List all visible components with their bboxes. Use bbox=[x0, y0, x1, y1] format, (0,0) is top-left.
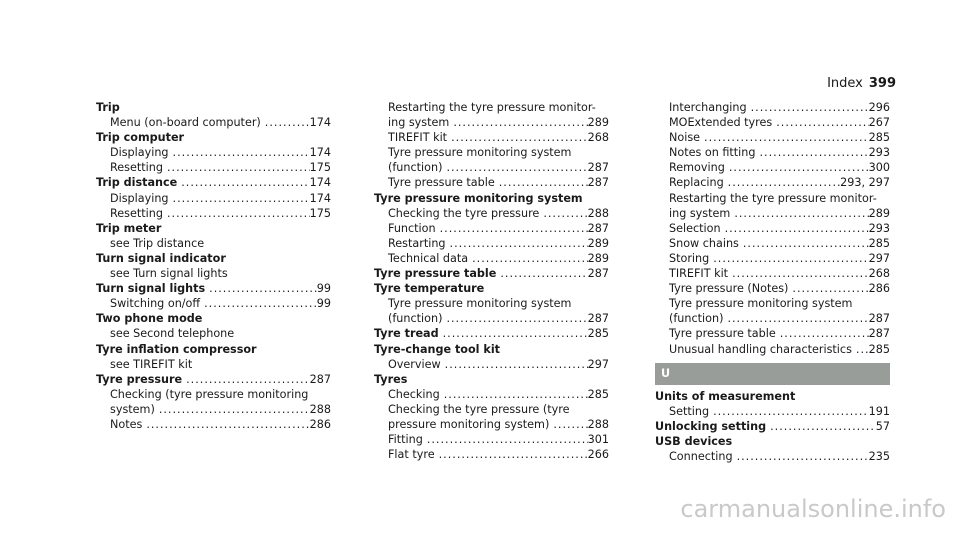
index-heading: Trip computer bbox=[96, 131, 185, 145]
index-heading: Tyres bbox=[374, 372, 408, 386]
index-subentry: Checking the tyre pressure (tyre bbox=[388, 402, 570, 416]
page-ref: 174 bbox=[309, 191, 331, 205]
entry-text: (function) bbox=[388, 312, 443, 326]
page-ref: 99 bbox=[316, 282, 331, 296]
index-subentry bbox=[374, 432, 609, 447]
entry-text: MOExtended tyres bbox=[669, 116, 773, 130]
dot-leader bbox=[724, 175, 841, 190]
entry-text: Setting bbox=[669, 404, 710, 418]
index-subentry bbox=[655, 160, 890, 175]
page-ref: 175 bbox=[309, 161, 331, 175]
entry-text: pressure monitoring system) bbox=[388, 417, 550, 431]
page-ref: 266 bbox=[587, 448, 609, 462]
entry-text: TIREFIT kit bbox=[669, 267, 729, 281]
dot-leader bbox=[442, 311, 587, 326]
entry-text: Menu (on-board computer) bbox=[110, 116, 261, 130]
page-header bbox=[827, 76, 896, 91]
dot-leader bbox=[440, 387, 588, 402]
entry-text: Removing bbox=[669, 161, 725, 175]
page-ref: 287 bbox=[587, 176, 609, 190]
page-ref: 175 bbox=[309, 206, 331, 220]
index-column-1 bbox=[96, 100, 331, 432]
dot-leader bbox=[468, 251, 588, 266]
index-subentry bbox=[374, 221, 609, 236]
index-subentry: Tyre pressure monitoring system bbox=[388, 146, 572, 160]
dot-leader bbox=[496, 266, 587, 281]
index-subentry bbox=[655, 206, 890, 221]
entry-text: Switching on/off bbox=[110, 297, 201, 311]
entry-text: Displaying bbox=[110, 191, 169, 205]
index-subentry: see Trip distance bbox=[110, 236, 205, 250]
page-ref: 99 bbox=[316, 297, 331, 311]
entry-text: Unusual handling characteristics bbox=[669, 342, 852, 356]
page-ref: 287 bbox=[587, 221, 609, 235]
index-subentry bbox=[96, 417, 331, 432]
index-column-3 bbox=[655, 100, 890, 464]
page-ref: 300 bbox=[868, 161, 890, 175]
index-heading bbox=[374, 266, 609, 281]
index-subentry bbox=[374, 130, 609, 145]
index-heading: Two phone mode bbox=[96, 312, 203, 326]
index-subentry bbox=[655, 266, 890, 281]
index-subentry bbox=[655, 175, 890, 190]
index-subentry bbox=[374, 311, 609, 326]
page-ref: 268 bbox=[868, 267, 890, 281]
page-ref: 288 bbox=[587, 206, 609, 220]
entry-text: Replacing bbox=[669, 176, 724, 190]
entry-text: Tyre pressure table bbox=[374, 267, 497, 281]
page-ref: 293, 297 bbox=[840, 176, 890, 190]
index-heading: USB devices bbox=[655, 434, 733, 448]
dot-leader bbox=[423, 432, 588, 447]
entry-text: Storing bbox=[669, 251, 710, 265]
index-subentry bbox=[96, 402, 331, 417]
entry-text: Displaying bbox=[110, 146, 169, 160]
index-subentry bbox=[655, 251, 890, 266]
dot-leader bbox=[163, 160, 310, 175]
page-ref: 289 bbox=[868, 206, 890, 220]
index-subentry bbox=[655, 145, 890, 160]
dot-leader bbox=[449, 115, 587, 130]
entry-text: system) bbox=[110, 402, 155, 416]
index-subentry bbox=[374, 160, 609, 175]
page-ref: 288 bbox=[309, 402, 331, 416]
page-ref: 287 bbox=[587, 312, 609, 326]
entry-text: TIREFIT kit bbox=[388, 131, 448, 145]
dot-leader bbox=[177, 175, 309, 190]
dot-leader bbox=[772, 115, 868, 130]
page-ref: 301 bbox=[587, 433, 609, 447]
dot-leader bbox=[436, 221, 588, 236]
index-subentry bbox=[374, 447, 609, 462]
dot-leader bbox=[442, 160, 587, 175]
page-ref: 287 bbox=[868, 312, 890, 326]
entry-text: ing system bbox=[388, 116, 450, 130]
dot-leader bbox=[549, 417, 587, 432]
index-heading: Trip meter bbox=[96, 221, 162, 235]
index-subentry: Tyre pressure monitoring system bbox=[669, 297, 853, 311]
dot-leader bbox=[700, 130, 869, 145]
page-ref: 268 bbox=[587, 131, 609, 145]
index-subentry bbox=[655, 100, 890, 115]
index-heading bbox=[96, 175, 331, 190]
index-subentry bbox=[655, 404, 890, 419]
index-subentry bbox=[655, 281, 890, 296]
index-subentry bbox=[655, 342, 890, 357]
index-subentry bbox=[96, 206, 331, 221]
dot-leader bbox=[539, 206, 587, 221]
entry-text: ing system bbox=[669, 206, 731, 220]
dot-leader bbox=[163, 206, 310, 221]
dot-leader bbox=[155, 402, 310, 417]
index-subentry bbox=[374, 387, 609, 402]
page-ref: 293 bbox=[868, 221, 890, 235]
index-label: Index bbox=[827, 76, 863, 91]
index-heading bbox=[96, 281, 331, 296]
entry-text: Tyre pressure table bbox=[669, 327, 776, 341]
index-subentry bbox=[655, 449, 890, 464]
page-ref: 174 bbox=[309, 146, 331, 160]
index-subentry bbox=[655, 115, 890, 130]
index-heading: Units of measurement bbox=[655, 389, 796, 403]
page-ref: 286 bbox=[309, 417, 331, 431]
page-ref: 285 bbox=[868, 342, 890, 356]
page-ref: 297 bbox=[868, 251, 890, 265]
entry-text: Unlocking setting bbox=[655, 419, 767, 433]
entry-text: Checking the tyre pressure bbox=[388, 206, 540, 220]
index-subentry bbox=[655, 236, 890, 251]
index-heading: Turn signal indicator bbox=[96, 251, 226, 265]
index-heading: Tyre inflation compressor bbox=[96, 342, 257, 356]
dot-leader bbox=[728, 266, 869, 281]
entry-text: Interchanging bbox=[669, 101, 747, 114]
entry-text: Restarting bbox=[388, 236, 446, 250]
page-ref: 286 bbox=[868, 282, 890, 296]
entry-text: Function bbox=[388, 221, 436, 235]
page-ref: 287 bbox=[868, 327, 890, 341]
dot-leader bbox=[852, 342, 869, 357]
index-subentry bbox=[655, 311, 890, 326]
page-ref: 285 bbox=[868, 236, 890, 250]
index-subentry: see Turn signal lights bbox=[110, 267, 228, 281]
entry-text: Connecting bbox=[669, 449, 733, 463]
dot-leader bbox=[725, 160, 869, 175]
index-subentry bbox=[374, 251, 609, 266]
index-subentry bbox=[374, 236, 609, 251]
page-ref: 289 bbox=[587, 251, 609, 265]
dot-leader bbox=[733, 449, 869, 464]
dot-leader bbox=[709, 404, 869, 419]
entry-text: Notes on fitting bbox=[669, 146, 756, 160]
index-subentry: see TIREFIT kit bbox=[110, 357, 193, 371]
index-heading bbox=[96, 372, 331, 387]
dot-leader bbox=[200, 296, 317, 311]
page-ref: 285 bbox=[587, 327, 609, 341]
entry-text: Overview bbox=[388, 357, 441, 371]
entry-text: Notes bbox=[110, 417, 143, 431]
index-heading: Tyre pressure monitoring system bbox=[374, 191, 583, 205]
watermark: carmanualsonline.info bbox=[680, 495, 946, 523]
index-subentry: Checking (tyre pressure monitoring bbox=[110, 387, 309, 401]
entry-text: Flat tyre bbox=[388, 448, 435, 462]
index-subentry bbox=[374, 357, 609, 372]
dot-leader bbox=[446, 236, 588, 251]
page-ref: 293 bbox=[868, 146, 890, 160]
dot-leader bbox=[721, 221, 869, 236]
dot-leader bbox=[182, 372, 310, 387]
dot-leader bbox=[730, 206, 868, 221]
entry-text: Selection bbox=[669, 221, 721, 235]
page-ref: 174 bbox=[309, 116, 331, 130]
index-subentry bbox=[655, 221, 890, 236]
entry-text: (function) bbox=[388, 161, 443, 175]
index-subentry bbox=[96, 115, 331, 130]
page-ref: 174 bbox=[309, 176, 331, 190]
dot-leader bbox=[723, 311, 868, 326]
dot-leader bbox=[739, 236, 869, 251]
index-heading: Trip bbox=[96, 101, 120, 114]
page-number: 399 bbox=[868, 76, 896, 91]
index-heading bbox=[655, 419, 890, 434]
dot-leader bbox=[169, 145, 310, 160]
page-ref: 235 bbox=[868, 449, 890, 463]
index-heading bbox=[374, 326, 609, 341]
page-ref: 287 bbox=[587, 161, 609, 175]
index-subentry bbox=[655, 130, 890, 145]
entry-text: Technical data bbox=[388, 251, 469, 265]
index-subentry bbox=[374, 206, 609, 221]
entry-text: (function) bbox=[669, 312, 724, 326]
entry-text: Resetting bbox=[110, 161, 163, 175]
dot-leader bbox=[766, 419, 876, 434]
entry-text: Noise bbox=[669, 131, 701, 145]
index-subentry bbox=[96, 296, 331, 311]
dot-leader bbox=[788, 281, 868, 296]
dot-leader bbox=[261, 115, 310, 130]
dot-leader bbox=[169, 191, 310, 206]
entry-text: Tyre pressure table bbox=[388, 176, 495, 190]
index-subentry bbox=[374, 175, 609, 190]
entry-text: Tyre pressure bbox=[96, 372, 183, 386]
index-subentry: Restarting the tyre pressure monitor- bbox=[669, 191, 877, 205]
page-ref: 297 bbox=[587, 357, 609, 371]
entry-text: Tyre tread bbox=[374, 327, 439, 341]
entry-text: Snow chains bbox=[669, 236, 739, 250]
dot-leader bbox=[142, 417, 309, 432]
page-ref: 287 bbox=[309, 372, 331, 386]
index-column-2 bbox=[374, 100, 609, 462]
dot-leader bbox=[747, 100, 869, 115]
dot-leader bbox=[709, 251, 868, 266]
page-ref: 296 bbox=[868, 101, 890, 114]
entry-text: Checking bbox=[388, 387, 440, 401]
dot-leader bbox=[441, 357, 588, 372]
entry-text: Fitting bbox=[388, 433, 423, 447]
index-subentry bbox=[374, 417, 609, 432]
page-ref: 289 bbox=[587, 236, 609, 250]
dot-leader bbox=[439, 326, 588, 341]
page-ref: 289 bbox=[587, 116, 609, 130]
dot-leader bbox=[776, 326, 869, 341]
entry-text: Trip distance bbox=[96, 176, 178, 190]
entry-text: Tyre pressure (Notes) bbox=[669, 282, 789, 296]
index-subentry bbox=[655, 326, 890, 341]
dot-leader bbox=[447, 130, 588, 145]
page-ref: 267 bbox=[868, 116, 890, 130]
index-subentry: Tyre pressure monitoring system bbox=[388, 297, 572, 311]
index-subentry: Restarting the tyre pressure monitor- bbox=[388, 101, 596, 114]
index-subentry bbox=[96, 160, 331, 175]
index-heading: Tyre temperature bbox=[374, 282, 485, 296]
index-heading: Tyre-change tool kit bbox=[374, 342, 501, 356]
section-letter: U bbox=[655, 363, 890, 385]
page-ref: 287 bbox=[587, 267, 609, 281]
dot-leader bbox=[495, 175, 588, 190]
entry-text: Turn signal lights bbox=[96, 282, 206, 296]
page-ref: 288 bbox=[587, 417, 609, 431]
page-ref: 285 bbox=[587, 387, 609, 401]
page-ref: 57 bbox=[875, 419, 890, 433]
entry-text: Resetting bbox=[110, 206, 163, 220]
dot-leader bbox=[755, 145, 868, 160]
page-ref: 285 bbox=[868, 131, 890, 145]
index-subentry bbox=[96, 145, 331, 160]
page-ref: 191 bbox=[868, 404, 890, 418]
index-subentry bbox=[374, 115, 609, 130]
dot-leader bbox=[435, 447, 588, 462]
index-subentry bbox=[96, 191, 331, 206]
index-subentry: see Second telephone bbox=[110, 327, 235, 341]
dot-leader bbox=[205, 281, 317, 296]
